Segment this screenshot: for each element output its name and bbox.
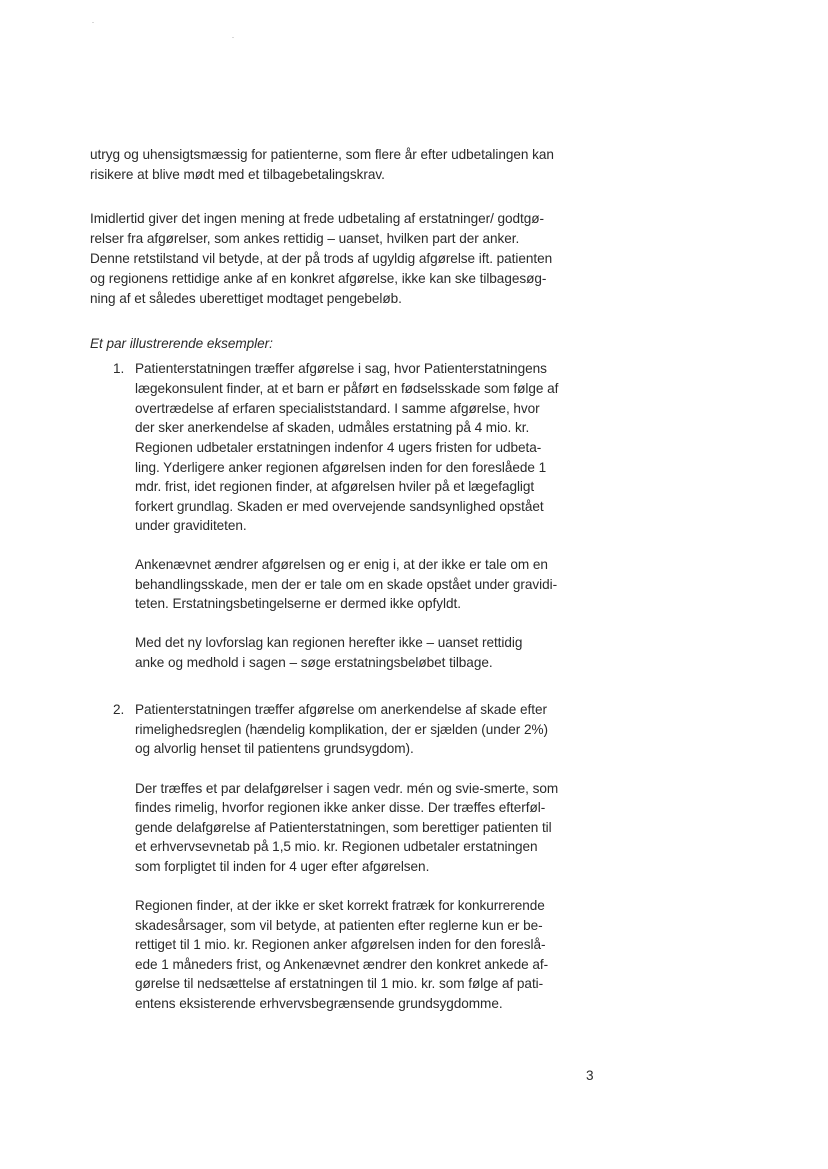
item-1-line: overtrædelse af erfaren specialiststandard. I samme afgørelse, hvor [135, 401, 540, 416]
item-1-line: behandlingsskade, men der er tale om en skade opstået under gravidi- [135, 577, 558, 592]
paragraph-1-line: risikere at blive mødt med et tilbagebetalingskrav. [90, 167, 385, 182]
item-1-line: under graviditeten. [135, 518, 247, 533]
item-1-line: lægekonsulent finder, at et barn er påført en fødselsskade som følge af [135, 381, 559, 396]
paragraph-2-line: Imidlertid giver det ingen mening at frede udbetaling af erstatninger/ godtgø- [90, 211, 545, 226]
item-1-line: anke og medhold i sagen – søge erstatningsbeløbet tilbage. [135, 655, 493, 670]
item-2-line: Patienterstatningen træffer afgørelse om anerkendelse af skade efter [135, 702, 547, 717]
item-2-line: et erhvervsevnetab på 1,5 mio. kr. Regionen udbetaler erstatningen [135, 839, 538, 854]
item-1-line: Patienterstatningen træffer afgørelse i sag, hvor Patienterstatningens [135, 361, 547, 376]
item-1-line: mdr. frist, idet regionen finder, at afgørelsen hviler på et lægefagligt [135, 479, 535, 494]
item-2-line: rettiget til 1 mio. kr. Regionen anker afgørelsen inden for den foreslå- [135, 937, 546, 952]
item-2-line: findes rimelig, hvorfor regionen ikke anker disse. Der træffes efterføl- [135, 800, 546, 815]
page-number: 3 [586, 1068, 594, 1083]
item-1-line: teten. Erstatningsbetingelserne er dermed ikke opfyldt. [135, 596, 461, 611]
item-2-line: entens eksisterende erhvervsbegrænsende grundsygdomme. [135, 996, 503, 1011]
paragraph-2-line: ning af et således uberettiget modtaget pengebeløb. [90, 291, 402, 306]
scan-speck [92, 22, 94, 23]
item-2-line: rimelighedsreglen (hændelig komplikation, der er sjælden (under 2%) [135, 722, 548, 737]
item-1-line: Ankenævnet ændrer afgørelsen og er enig i, at der ikke er tale om en [135, 557, 548, 572]
item-2-line: skadesårsager, som vil betyde, at patienten efter reglerne kun er be- [135, 918, 543, 933]
item-2-line: ede 1 måneders frist, og Ankenævnet ændrer den konkret ankede af- [135, 957, 549, 972]
paragraph-2-line: relser fra afgørelser, som ankes rettidig – uanset, hvilken part der anker. [90, 231, 520, 246]
item-2-line: gende delafgørelse af Patienterstatningen, som berettiger patienten til [135, 820, 552, 835]
list-item-number: 1. [113, 361, 125, 376]
item-2-line: Regionen finder, at der ikke er sket korrekt fratræk for konkurrerende [135, 898, 545, 913]
scan-speck [232, 37, 234, 38]
item-1-line: Med det ny lovforslag kan regionen herefter ikke – uanset rettidig [135, 635, 523, 650]
paragraph-2-line: og regionens rettidige anke af en konkret afgørelse, ikke kan ske tilbagesøg- [90, 271, 547, 286]
item-1-line: ling. Yderligere anker regionen afgørelsen inden for den foreslåede 1 [135, 460, 547, 475]
paragraph-2-line: Denne retstilstand vil betyde, at der på trods af ugyldig afgørelse ift. patienten [90, 251, 553, 266]
item-2-line: gørelse til nedsættelse af erstatningen til 1 mio. kr. som følge af pati- [135, 976, 544, 991]
list-item-number: 2. [113, 702, 125, 717]
paragraph-1-line: utryg og uhensigtsmæssig for patienterne, som flere år efter udbetalingen kan [90, 147, 554, 162]
item-1-line: forkert grundlag. Skaden er med overvejende sandsynlighed opstået [135, 499, 544, 514]
item-1-line: Regionen udbetaler erstatningen indenfor 4 ugers fristen for udbeta- [135, 440, 542, 455]
item-2-line: og alvorlig henset til patientens grundsygdom). [135, 741, 414, 756]
item-1-line: der sker anerkendelse af skaden, udmåles erstatning på 4 mio. kr. [135, 420, 530, 435]
item-2-line: som forpligtet til inden for 4 uger efter afgørelsen. [135, 859, 430, 874]
item-2-line: Der træffes et par delafgørelser i sagen vedr. mén og svie-smerte, som [135, 781, 559, 796]
examples-heading: Et par illustrerende eksempler: [90, 336, 273, 351]
